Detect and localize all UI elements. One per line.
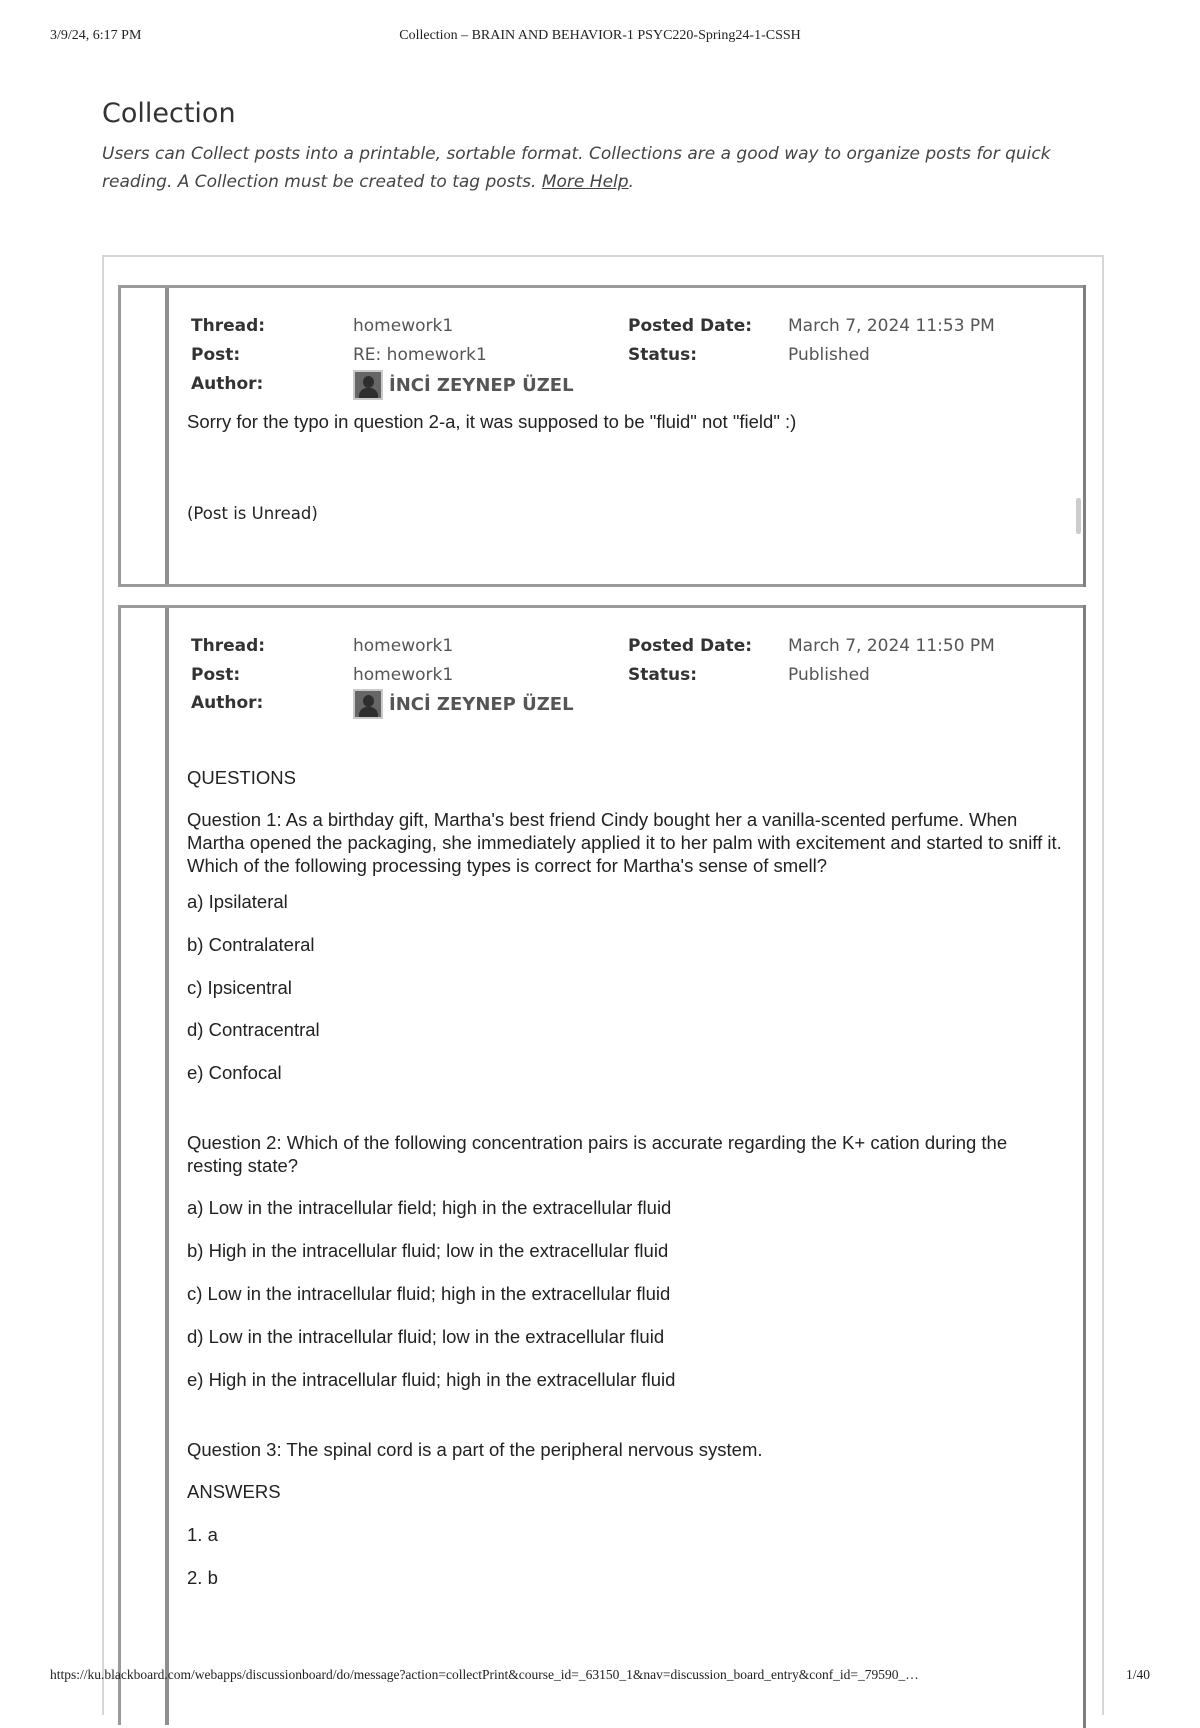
- help-text: [102, 140, 1062, 196]
- status-label: Status:: [628, 665, 697, 685]
- option-1d: d) Contracentral: [187, 1019, 320, 1040]
- option-1e: e) Confocal: [187, 1062, 282, 1083]
- section-heading: QUESTIONS: [187, 767, 296, 788]
- author: [353, 370, 574, 400]
- print-url: https://ku.blackboard.com/webapps/discussionboard/do/message?action=collectPrint&course_id=_63150_1&nav=discussion_board_entry&conf_id=_79590_…: [50, 1667, 919, 1682]
- status-value: Published: [788, 345, 870, 365]
- post-card: [118, 285, 1086, 587]
- option-2e: e) High in the intracellular fluid; high in the extracellular fluid: [187, 1369, 676, 1390]
- card-edge: [1083, 285, 1086, 587]
- meta-row-thread: [191, 316, 1071, 345]
- page-title: Collection: [102, 98, 236, 129]
- option-1b: b) Contralateral: [187, 934, 315, 955]
- more-help-link[interactable]: More Help: [541, 172, 629, 192]
- post-value: RE: homework1: [353, 345, 487, 365]
- question-3: Question 3: The spinal cord is a part of the peripheral nervous system.: [187, 1439, 763, 1460]
- post-meta: [191, 316, 1071, 403]
- option-2d: d) Low in the intracellular fluid; low in the extracellular fluid: [187, 1326, 665, 1347]
- posted-date-value: March 7, 2024 11:50 PM: [788, 636, 995, 656]
- answer-2: 2. b: [187, 1567, 218, 1588]
- author-label: Author:: [191, 374, 264, 394]
- author-name: İNCİ ZEYNEP ÜZEL: [389, 693, 574, 715]
- author-name: İNCİ ZEYNEP ÜZEL: [389, 374, 574, 396]
- option-1c: c) Ipsicentral: [187, 977, 292, 998]
- post-gutter: [121, 288, 169, 584]
- option-1a: a) Ipsilateral: [187, 891, 288, 912]
- author: [353, 689, 574, 719]
- thread-label: Thread:: [191, 636, 266, 656]
- avatar-icon: [353, 370, 383, 400]
- post-paragraph: Sorry for the typo in question 2-a, it was supposed to be "fluid" not "field" :): [187, 411, 797, 432]
- post-body: [187, 410, 1067, 433]
- post-value: homework1: [353, 665, 454, 685]
- meta-row-thread: [191, 636, 1071, 665]
- thread-label: Thread:: [191, 316, 266, 336]
- status-value: Published: [788, 665, 870, 685]
- answer-1: 1. a: [187, 1524, 218, 1545]
- posted-date-label: Posted Date:: [628, 316, 753, 336]
- meta-row-author: [191, 374, 1071, 403]
- question-2: Question 2: Which of the following concentration pairs is accurate regarding the K+ cation during the resting state?: [187, 1132, 1008, 1176]
- read-state: (Post is Unread): [187, 504, 318, 523]
- thread-value: homework1: [353, 316, 454, 336]
- scrollbar-thumb[interactable]: [1076, 498, 1081, 534]
- posted-date-value: March 7, 2024 11:53 PM: [788, 316, 995, 336]
- author-label: Author:: [191, 693, 264, 713]
- posted-date-label: Posted Date:: [628, 636, 753, 656]
- print-header: [50, 28, 1150, 48]
- answers-heading: ANSWERS: [187, 1481, 281, 1502]
- help-description: Users can Collect posts into a printable, sortable format. Collections are a good way to organize posts for quick reading. A Collection must be created to tag posts.: [102, 144, 1051, 192]
- option-2a: a) Low in the intracellular field; high in the extracellular fluid: [187, 1197, 672, 1218]
- meta-row-author: [191, 693, 1071, 722]
- print-footer: [50, 1667, 1150, 1685]
- post-label: Post:: [191, 665, 241, 685]
- question-1: Question 1: As a birthday gift, Martha's best friend Cindy bought her a vanilla-scented perfume. When Martha opened the packaging, she immediately applied it to her palm with excitement and started to sniff it. Which of the following processing types is correct for Martha's sense of smell?: [187, 809, 1062, 876]
- post-meta: [191, 636, 1071, 722]
- option-2b: b) High in the intracellular fluid; low in the extracellular fluid: [187, 1240, 669, 1261]
- avatar-icon: [353, 689, 383, 719]
- meta-row-post: [191, 665, 1071, 693]
- card-edge: [1083, 605, 1086, 1728]
- help-suffix: .: [628, 172, 634, 192]
- post-label: Post:: [191, 345, 241, 365]
- option-2c: c) Low in the intracellular fluid; high in the extracellular fluid: [187, 1283, 671, 1304]
- thread-value: homework1: [353, 636, 454, 656]
- print-title: Collection – BRAIN AND BEHAVIOR-1 PSYC220-Spring24-1-CSSH: [399, 28, 801, 43]
- post-card: [118, 605, 1086, 1725]
- post-gutter: [121, 608, 169, 1725]
- status-label: Status:: [628, 345, 697, 365]
- meta-row-post: [191, 345, 1071, 374]
- page-number: 1/40: [1125, 1667, 1150, 1682]
- print-date: 3/9/24, 6:17 PM: [50, 28, 142, 43]
